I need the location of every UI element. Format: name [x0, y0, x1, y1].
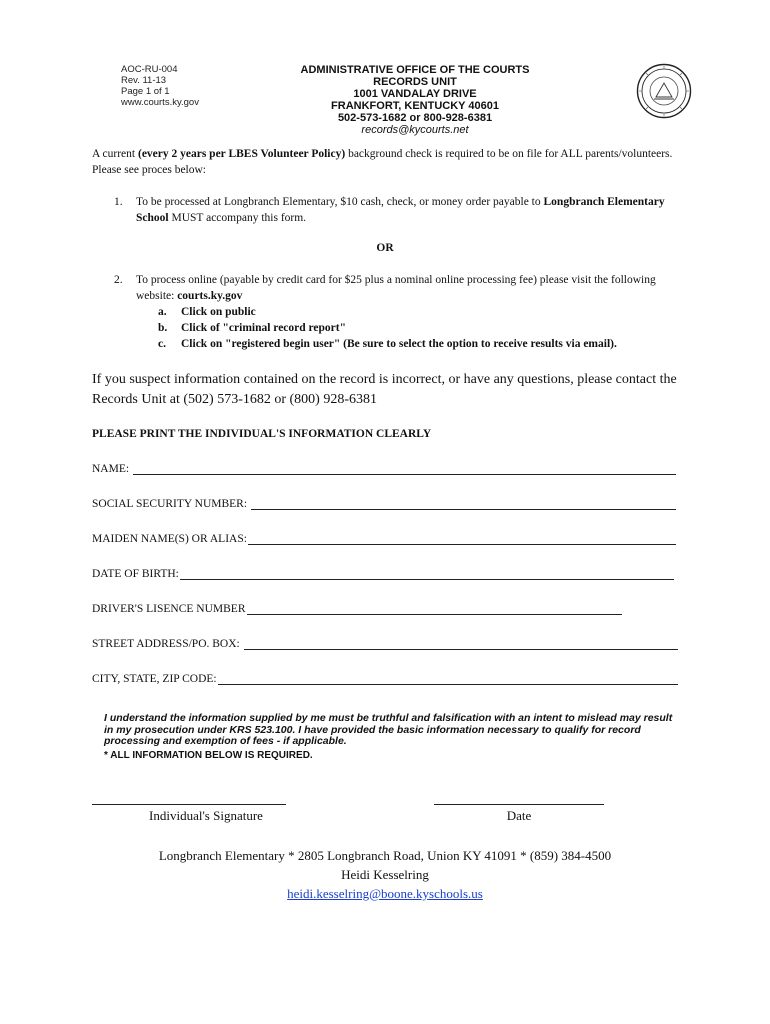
field-label: DRIVER'S LISENCE NUMBER: [92, 603, 246, 615]
form-meta: [121, 64, 199, 108]
form-revision: Rev. 11-13: [121, 75, 167, 86]
office-line: 502-573-1682 or 800-928-6381: [337, 112, 493, 124]
step-1: [114, 194, 684, 226]
website-link: courts.ky.gov: [177, 290, 243, 302]
sub-step-c: c. Click on "registered begin user" (Be sure to select the option to receive results via email).: [158, 338, 617, 350]
intro-text-rest: background check is required to be on file for ALL parents/volunteers. Please see proces below:: [92, 148, 673, 176]
dob-field[interactable]: [92, 568, 674, 580]
date-label: Date: [506, 808, 532, 823]
page-number: Page 1 of 1: [121, 86, 170, 97]
intro-policy: (every 2 years per LBES Volunteer Policy): [137, 148, 346, 160]
signature-label: Individual's Signature: [149, 808, 263, 823]
office-header: [230, 64, 600, 136]
step-2-text: To process online (payable by credit card for $25 plus a nominal online processing fee) please visit the following website: courts.ky.gov: [136, 274, 656, 302]
contact-email-row: [0, 884, 770, 903]
office-line: 1001 VANDALAY DRIVE: [353, 88, 477, 100]
dob-line[interactable]: [180, 569, 674, 580]
license-field[interactable]: [92, 603, 622, 615]
office-email: records@kycourts.net: [361, 124, 469, 136]
intro-text: A current: [92, 148, 138, 160]
ssn-line[interactable]: [251, 499, 676, 510]
step-1-text: To be processed at Longbranch Elementary, $10 cash, check, or money order payable to Longbranch Elementary School MUST accompany this form.: [136, 196, 665, 224]
city-line[interactable]: [218, 674, 678, 685]
field-label: MAIDEN NAME(S) OR ALIAS:: [92, 533, 247, 545]
name-field[interactable]: [92, 463, 676, 475]
form-id: AOC-RU-004: [121, 64, 178, 75]
maiden-name-line[interactable]: [248, 534, 676, 545]
name-line[interactable]: [133, 464, 676, 475]
print-heading: PLEASE PRINT THE INDIVIDUAL'S INFORMATION CLEARLY: [92, 428, 432, 440]
street-address-field[interactable]: [92, 638, 678, 650]
step-number: 1.: [114, 196, 123, 208]
contact-name: Heidi Kesselring: [341, 867, 429, 882]
step-2: [114, 272, 684, 304]
office-line: RECORDS UNIT: [373, 76, 457, 88]
sub-step-a: a. Click on public: [158, 306, 256, 318]
or-label: OR: [376, 242, 394, 254]
office-line: FRANKFORT, KENTUCKY 40601: [331, 100, 499, 112]
street-line[interactable]: [244, 639, 678, 650]
date-line[interactable]: [434, 803, 604, 805]
website-text: www.courts.ky.gov: [121, 97, 199, 108]
city-state-zip-field[interactable]: [92, 673, 678, 685]
license-line[interactable]: [247, 604, 623, 615]
required-note: * ALL INFORMATION BELOW IS REQUIRED.: [104, 750, 313, 761]
maiden-name-field[interactable]: [92, 533, 676, 545]
signature-line[interactable]: [92, 803, 286, 805]
disclaimer-text: I understand the information supplied by me must be truthful and falsification with an intent to mislead may result in my prosecution under KRS 523.100. I have provided the basic information necessary to qualify for record processing and exemption of fees - if applicable.: [104, 712, 673, 747]
contact-email-link[interactable]: heidi.kesselring@boone.kyschools.us: [287, 886, 483, 901]
intro-paragraph: [92, 146, 682, 178]
field-label: SOCIAL SECURITY NUMBER:: [92, 498, 250, 510]
field-label: CITY, STATE, ZIP CODE:: [92, 673, 217, 685]
step-number: 2.: [114, 274, 123, 286]
court-seal-icon: [636, 63, 692, 119]
field-label: STREET ADDRESS/PO. BOX:: [92, 638, 243, 650]
school-address: Longbranch Elementary * 2805 Longbranch Road, Union KY 41091 * (859) 384-4500: [158, 848, 612, 863]
ssn-field[interactable]: [92, 498, 676, 510]
field-label: DATE OF BIRTH:: [92, 568, 179, 580]
contact-note: If you suspect information contained on the record is incorrect, or have any questions, please contact the Records Unit at (502) 573-1682 or (800) 928-6381: [92, 372, 677, 407]
sub-step-b: b. Click of "criminal record report": [158, 322, 346, 334]
office-line: ADMINISTRATIVE OFFICE OF THE COURTS: [300, 64, 530, 76]
field-label: NAME:: [92, 463, 132, 475]
